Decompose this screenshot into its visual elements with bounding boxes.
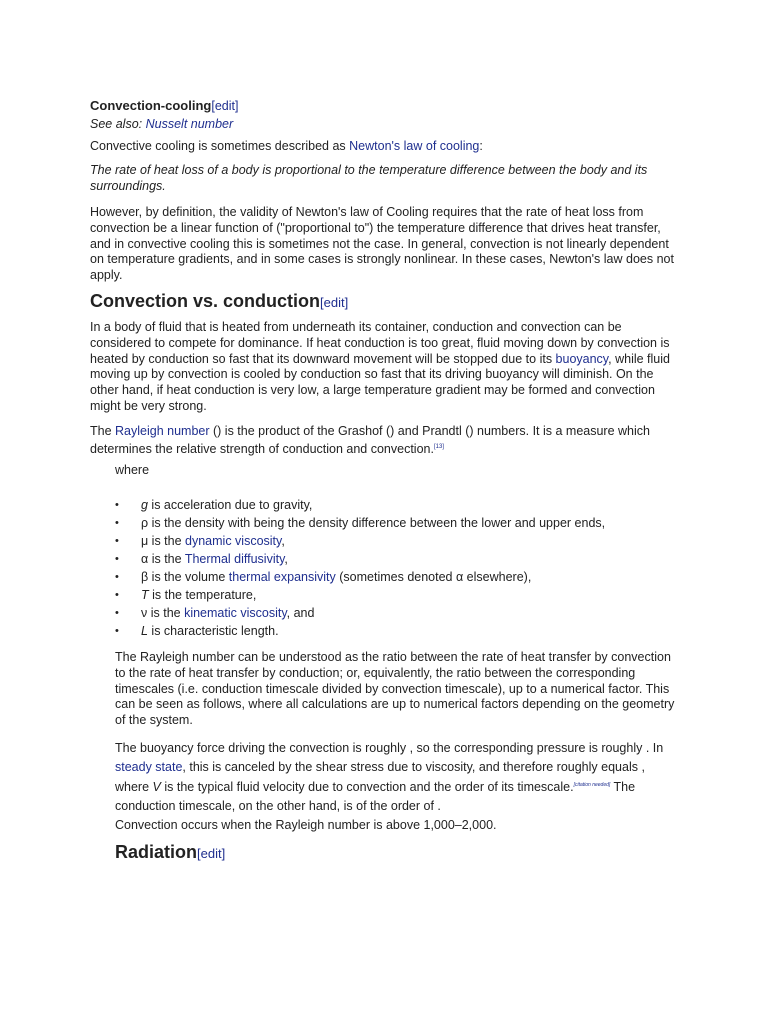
paragraph [90, 139, 680, 155]
nusselt-number-link[interactable]: Nusselt number [145, 117, 234, 131]
bullet: • [115, 625, 119, 637]
bullet: • [115, 499, 119, 511]
dynamic-viscosity-link[interactable]: dynamic viscosity [185, 534, 282, 548]
text: , [281, 534, 285, 548]
section-title: Radiation [115, 842, 198, 862]
rayleigh-number-link[interactable]: Rayleigh number [115, 424, 210, 438]
text: , while fluid moving up by convection is cooled by conduction so fast that its driving buoyancy will diminish. On the other hand, if heat conduction is very low, a large temperature gradient may be formed and convection might be very strong. [90, 351, 670, 413]
paragraph: The Rayleigh number can be understood as the ratio between the rate of heat transfer by convection to the rate of heat transfer by conduction; or, equivalently, the ratio between the corresponding timescales (i.e. conduction timescale divided by convection timescale), up to a numerical factor. This can be seen as follows, where all calculations are up to numerical factors depending on the geometry of the system. [115, 650, 675, 728]
section-title: Convection-cooling [90, 98, 212, 113]
list-item [115, 622, 680, 640]
citation-needed[interactable]: [citation needed] [573, 782, 611, 788]
where-label: where [115, 463, 150, 477]
section-title: Convection vs. conduction [90, 291, 321, 311]
text: : [479, 139, 483, 153]
text: is acceleration due to gravity, [147, 498, 313, 512]
text: Convective cooling is sometimes described as [90, 139, 350, 153]
text: is the temperature, [148, 588, 257, 602]
steady-state-link[interactable]: steady state [115, 759, 183, 774]
paragraph: Convection occurs when the Rayleigh number is above 1,000–2,000. [115, 818, 497, 832]
thermal-expansivity-link[interactable]: thermal expansivity [228, 570, 336, 584]
kinematic-viscosity-link[interactable]: kinematic viscosity [184, 606, 287, 620]
text: β is the volume [141, 570, 229, 584]
text: is characteristic length. [147, 624, 279, 638]
see-also-label: See also: [90, 117, 143, 131]
bullet: • [115, 607, 119, 619]
list-item [115, 568, 680, 586]
text: In a body of fluid that is heated from underneath its container, conduction and convection can be considered to compete for dominance. If heat conduction is too great, fluid moving down by convection is heated by conduction so fast that its downward movement will be stopped due to its [90, 320, 670, 366]
list-item [115, 514, 680, 532]
text: , this is canceled by the shear stress due to viscosity, and therefore roughly equals , where [115, 759, 645, 794]
text: , [284, 552, 288, 566]
bullet: • [115, 517, 119, 529]
paragraph [115, 739, 680, 815]
text: The buoyancy force driving the convection is roughly , so the corresponding pressure is roughly . In [115, 741, 664, 755]
text: ρ is the density with being the density difference between the lower and upper ends, [141, 516, 606, 530]
symbol: T [141, 588, 149, 602]
bullet: • [115, 553, 119, 565]
thermal-diffusivity-link[interactable]: Thermal diffusivity [184, 552, 285, 566]
text: is the typical fluid velocity due to convection and the order of its timescale. [160, 780, 574, 794]
bullet: • [115, 535, 119, 547]
list-item [115, 532, 680, 550]
paragraph [90, 424, 680, 458]
bullet: • [115, 571, 119, 583]
variable-list [115, 496, 680, 640]
list-item [115, 586, 680, 604]
section-heading-convection-vs-conduction [90, 290, 680, 314]
quote: The rate of heat loss of a body is proportional to the temperature difference between the body and its surroundings. [90, 163, 648, 193]
text: () is the product of the Grashof () and Prandtl () numbers. It is a measure which determines the relative strength of conduction and convection. [90, 424, 650, 456]
paragraph [90, 320, 680, 415]
text: The conduction timescale, on the other hand, is of the order of . [115, 780, 636, 813]
list-item [115, 550, 680, 568]
text: μ is the [141, 534, 186, 548]
symbol: g [141, 498, 148, 512]
edit-link[interactable]: [edit] [211, 99, 239, 113]
text: ν is the [141, 606, 185, 620]
edit-link[interactable]: [edit] [320, 295, 349, 310]
text: , and [286, 606, 315, 620]
paragraph: However, by definition, the validity of Newton's law of Cooling requires that the rate of heat loss from convection be a linear function of ("proportional to") the temperature difference that drives heat transfer, and in convective cooling this is sometimes not the case. In general, convection is not linearly dependent on temperature gradients, and in some cases is strongly nonlinear. In these cases, Newton's law does not apply. [90, 205, 674, 283]
list-item [115, 604, 680, 622]
buoyancy-link[interactable]: buoyancy [555, 351, 609, 366]
section-heading-convection-cooling [90, 98, 680, 115]
reference-13[interactable]: [13] [433, 443, 444, 450]
section-heading-radiation [115, 841, 680, 865]
text: (sometimes denoted α elsewhere), [335, 570, 532, 584]
text: α is the [141, 552, 185, 566]
list-item [115, 496, 680, 514]
symbol: L [141, 624, 148, 638]
newtons-law-link[interactable]: Newton's law of cooling [349, 139, 480, 153]
symbol: V [152, 780, 161, 794]
edit-link[interactable]: [edit] [197, 846, 226, 861]
see-also-note [90, 117, 680, 133]
bullet: • [115, 589, 119, 601]
text: The [90, 424, 116, 438]
